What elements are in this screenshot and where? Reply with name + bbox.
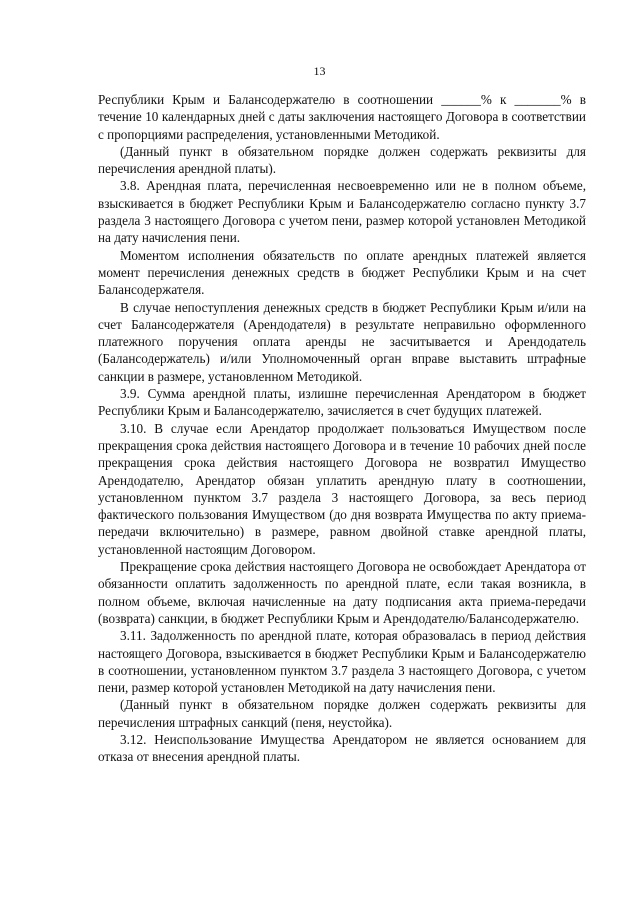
- paragraph-clause-3-12: 3.12. Неиспользование Имущества Арендатором не является основанием для отказа от внесения арендной платы.: [98, 731, 586, 765]
- paragraph-penalty-requisites-note: (Данный пункт в обязательном порядке должен содержать реквизиты для перечисления штрафных санкций (пеня, неустойка).: [98, 697, 586, 730]
- document-body: [98, 91, 586, 766]
- paragraph-clause-3-9: 3.9. Сумма арендной платы, излишне перечисленная Арендатором в бюджет Республики Крым и Балансодержателю, зачисляется в счет будущих платежей.: [98, 386, 586, 419]
- paragraph-payment-moment: Моментом исполнения обязательств по оплате арендных платежей является момент перечисления денежных средств в бюджет Республики Крым и на счет Балансодержателя.: [98, 247, 586, 298]
- paragraph-clause-3-11: 3.11. Задолженность по арендной плате, которая образовалась в период действия настоящего Договора, взыскивается в бюджет Республики Крым и Балансодержателю в соотношении, установленном пунктом 3.7 раздела 3 настоящего Договора, с учетом пени, размер которой установлен Методикой на дату начисления пени.: [98, 628, 586, 696]
- page-number: 13: [313, 64, 326, 78]
- paragraph-clause-3-10: 3.10. В случае если Арендатор продолжает пользоваться Имуществом после прекращения срока действия настоящего Договора и в течение 10 рабочих дней после прекращения срока действия настоящего Договора не возвратил Имущество Арендодателю, Арендатор обязан уплатить арендную плату в соотношении, установленном пунктом 3.7 раздела 3 настоящего Договора, за весь период фактического пользования Имуществом (до дня возврата Имущества по акту приема-передачи включительно) в размере, равном двойной ставке арендной платы, установленной настоящим Договором.: [98, 420, 586, 557]
- paragraph-payment-split: Республики Крым и Балансодержателю в соотношении ______% к _______% в течение 10 календарных дней с даты заключения настоящего Договора в соответствии с пропорциями распределения, установленными Методикой.: [98, 92, 586, 142]
- paragraph-non-receipt: В случае непоступления денежных средств в бюджет Республики Крым и/или на счет Балансодержателя (Арендодателя) в результате неправильно оформленного платежного поручения оплата аренды не засчитывается и Арендодатель (Балансодержатель) и/или Уполномоченный орган вправе выставить штрафные санкции в размере, установленном Методикой.: [98, 299, 586, 384]
- paragraph-termination-debt: Прекращение срока действия настоящего Договора не освобождает Арендатора от обязанности оплатить задолженность по арендной плате, если такая возникла, в полном объеме, включая начисленные на дату подписания акта приема-передачи (возврата) санкции, в бюджет Республики Крым и Арендодателю/Балансодержателю.: [98, 559, 586, 626]
- paragraph-requisites-note: (Данный пункт в обязательном порядке должен содержать реквизиты для перечисления арендной платы).: [98, 143, 586, 177]
- paragraph-clause-3-8: 3.8. Арендная плата, перечисленная несвоевременно или не в полном объеме, взыскивается в бюджет Республики Крым и Балансодержателю согласно пункту 3.7 раздела 3 настоящего Договора с учетом пени, размер которой установлен Методикой на дату начисления пени.: [98, 178, 586, 246]
